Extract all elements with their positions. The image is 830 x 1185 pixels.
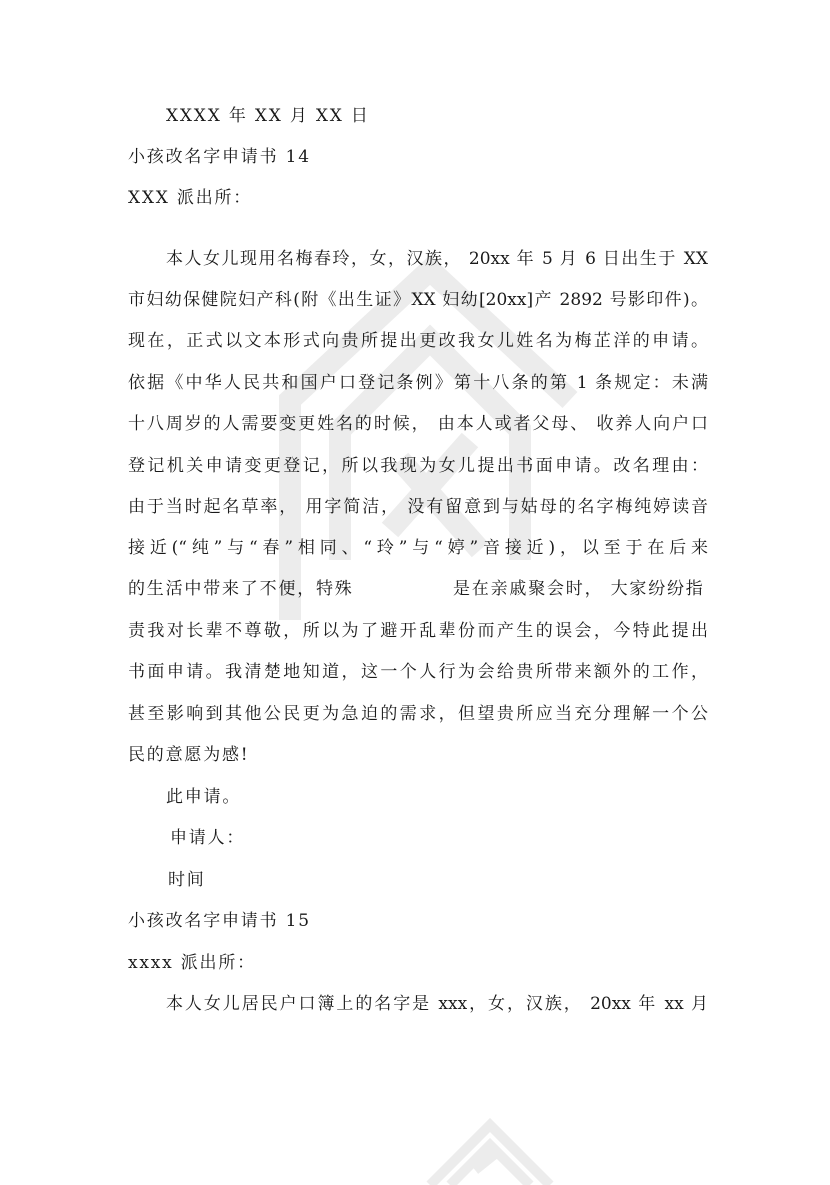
body-line: 甚至影响到其他公民更为急迫的需求，但望贵所应当充分理解一个公 <box>128 704 708 724</box>
body-line: 由于当时起名草率， 用字简洁， 没有留意到与姑母的名字梅纯婷读音 <box>128 497 708 517</box>
heading-15: 小孩改名字申请书 15 <box>128 911 311 931</box>
body-line: 书面申请。我清楚地知道，这一个人行为会给贵所带来额外的工作， <box>128 662 708 682</box>
date-line: XXXX 年 XX 月 XX 日 <box>166 106 370 126</box>
body-line: 责我对长辈不尊敬，所以为了避开乱辈份而产生的误会，今特此提出 <box>128 621 708 641</box>
applicant-label: 申请人： <box>170 828 246 848</box>
body-line: 接近(“纯”与“春”相同、“玲”与“婷”音接近)，以至于在后来 <box>128 538 708 558</box>
watermark-logo-bottom-icon <box>420 1115 560 1185</box>
body-line: 现在，正式以文本形式向贵所提出更改我女儿姓名为梅芷洋的申请。 <box>128 331 708 351</box>
salutation-14: XXX 派出所： <box>128 188 253 208</box>
body-line-end: 民的意愿为感! <box>128 745 250 765</box>
body-line: 依据《中华人民共和国户口登记条例》第十八条的第 1 条规定：未满 <box>128 373 708 393</box>
body-line-part-a: 的生活中带来了不便，特殊 <box>128 579 354 599</box>
salutation-15: xxxx 派出所： <box>128 953 256 973</box>
body-line: 登记机关申请变更登记，所以我现为女儿提出书面申请。改名理由： <box>128 456 708 476</box>
time-label: 时间 <box>168 870 206 890</box>
body-line: 本人女儿居民户口簿上的名字是 xxx，女，汉族， 20xx 年 xx 月 <box>166 994 708 1014</box>
closing-line: 此申请。 <box>166 787 242 807</box>
body-line: 市妇幼保健院妇产科(附《出生证》XX 妇幼[20xx]产 2892 号影印件)。 <box>128 290 708 310</box>
body-line-part-b: 是在亲戚聚会时， 大家纷纷指 <box>453 579 705 599</box>
heading-14: 小孩改名字申请书 14 <box>128 147 311 167</box>
body-line: 本人女儿现用名梅春玲，女，汉族， 20xx 年 5 月 6 日出生于 XX <box>166 249 708 269</box>
body-line: 十八周岁的人需要变更姓名的时候， 由本人或者父母、 收养人向户口 <box>128 414 708 434</box>
